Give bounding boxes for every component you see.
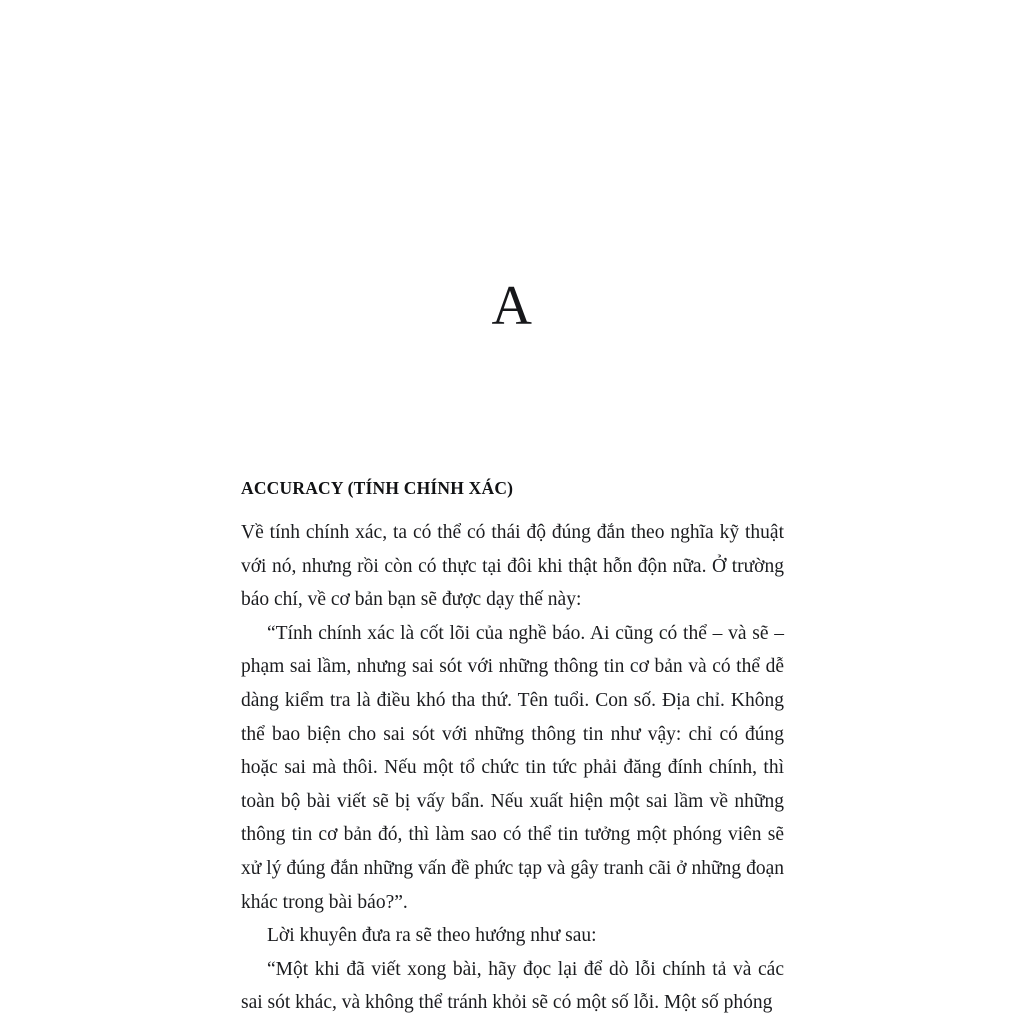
paragraph-3: Lời khuyên đưa ra sẽ theo hướng như sau: <box>267 925 597 947</box>
paragraph-1: Về tính chính xác, ta có thể có thái độ đúng đắn theo nghĩa kỹ thuật với nó, nhưng rồi còn có thực tại đôi khi thật hỗn độn nữa. Ở trường báo chí, về cơ bản bạn sẽ được dạy thế này: <box>241 522 784 611</box>
page-content <box>241 478 784 1020</box>
chapter-letter: A <box>491 275 533 337</box>
paragraph-2: “Tính chính xác là cốt lõi của nghề báo. Ai cũng có thể – và sẽ – phạm sai lầm, nhưng sai sót với những thông tin cơ bản và có thể dễ dàng kiểm tra là điều khó tha thứ. Tên tuổi. Con số. Địa chỉ. Không thể bao biện cho sai sót với những thông tin như vậy: chỉ có đúng hoặc sai mà thôi. Nếu một tổ chức tin tức phải đăng đính chính, thì toàn bộ bài viết sẽ bị vấy bẩn. Nếu xuất hiện một sai lầm về những thông tin cơ bản đó, thì làm sao có thể tin tưởng một phóng viên sẽ xử lý đúng đắn những vấn đề phức tạp và gây tranh cãi ở những đoạn khác trong bài báo?”. <box>241 622 784 913</box>
paragraph-4: “Một khi đã viết xong bài, hãy đọc lại để dò lỗi chính tả và các sai sót khác, và không thể tránh khỏi sẽ có một số lỗi. Một số phóng <box>241 958 784 1014</box>
section-heading: ACCURACY (TÍNH CHÍNH XÁC) <box>241 478 514 498</box>
